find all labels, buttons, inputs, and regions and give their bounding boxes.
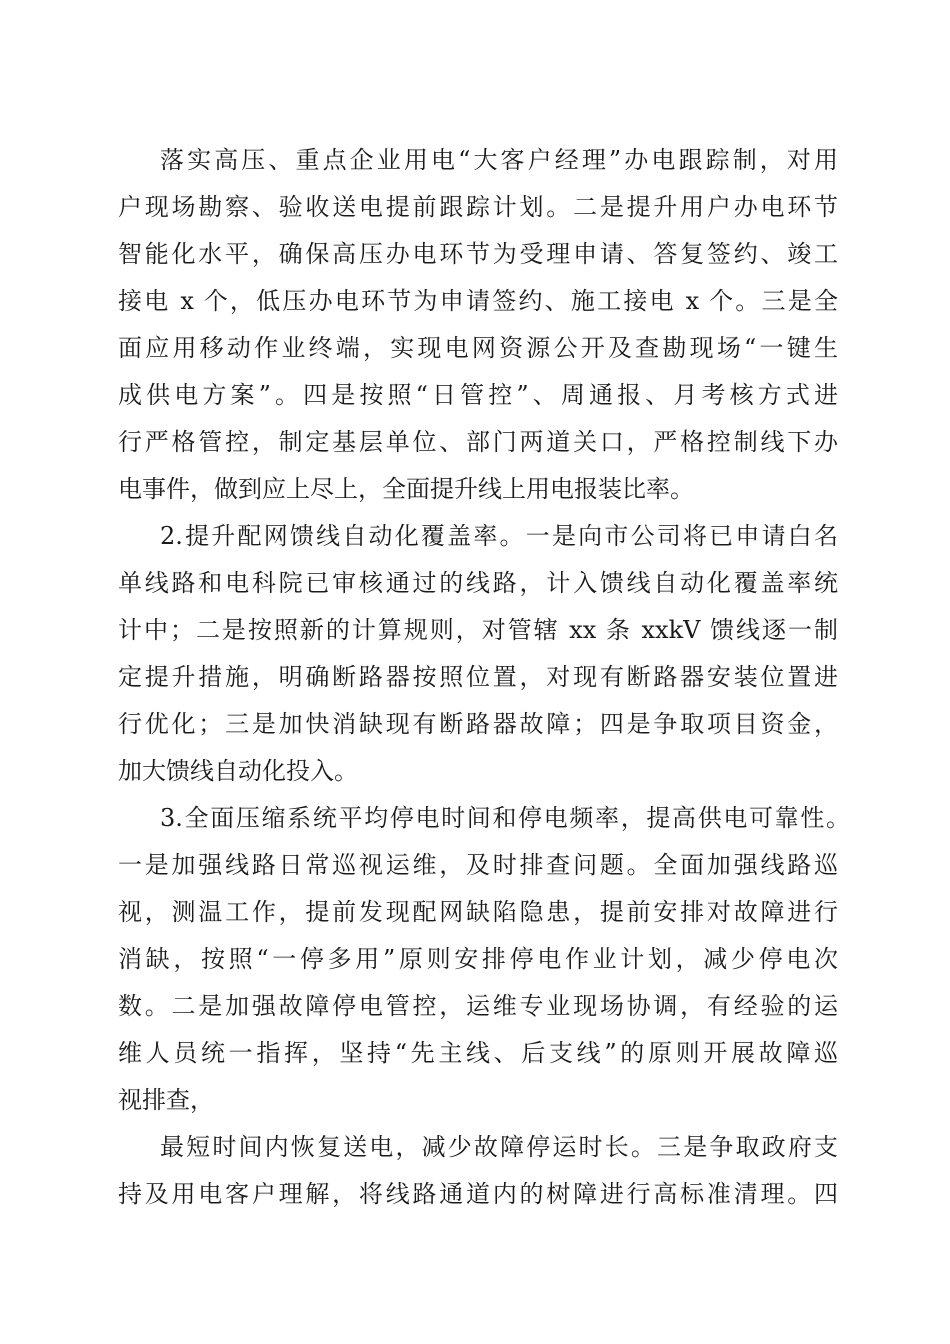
text-line: 行优化；三是加快消缺现有断路器故障；四是争取项目资金，: [118, 710, 838, 738]
text-line: 视排查，: [118, 1086, 214, 1114]
text-line: 3.全面压缩系统平均停电时间和停电频率，提高供电可靠性。: [160, 804, 850, 832]
text-line: 面应用移动作业终端，实现电网资源公开及查勘现场“一键生: [118, 334, 838, 362]
text-line: 定提升措施，明确断路器按照位置，对现有断路器安装位置进: [118, 663, 838, 691]
text-line: 行严格管控，制定基层单位、部门两道关口，严格控制线下办: [118, 428, 838, 456]
text-line: 落实高压、重点企业用电“大客户经理”办电跟踪制，对用: [160, 146, 838, 174]
text-line: 电事件，做到应上尽上，全面提升线上用电报装比率。: [118, 475, 694, 503]
text-line: 成供电方案”。四是按照“日管控”、周通报、月考核方式进: [118, 381, 838, 409]
text-line: 持及用电客户理解，将线路通道内的树障进行高标准清理。四: [118, 1180, 838, 1208]
text-line: 视，测温工作，提前发现配网缺陷隐患，提前安排对故障进行: [118, 898, 838, 926]
text-line: 最短时间内恢复送电，减少故障停运时长。三是争取政府支: [160, 1133, 838, 1161]
text-line: 一是加强线路日常巡视运维，及时排查问题。全面加强线路巡: [118, 851, 838, 879]
text-line: 维人员统一指挥，坚持“先主线、后支线”的原则开展故障巡: [118, 1039, 838, 1067]
text-line: 加大馈线自动化投入。: [118, 757, 358, 785]
text-line: 户现场勘察、验收送电提前跟踪计划。二是提升用户办电环节: [118, 193, 838, 221]
text-line: 接电 x 个，低压办电环节为申请签约、施工接电 x 个。三是全: [118, 287, 838, 315]
text-line: 智能化水平，确保高压办电环节为受理申请、答复签约、竣工: [118, 240, 838, 268]
text-line: 消缺，按照“一停多用”原则安排停电作业计划，减少停电次: [118, 945, 838, 973]
text-line: 数。二是加强故障停电管控，运维专业现场协调，有经验的运: [118, 992, 838, 1020]
text-line: 计中；二是按照新的计算规则，对管辖 xx 条 xxkV 馈线逐一制: [118, 616, 838, 644]
text-line: 单线路和电科院已审核通过的线路，计入馈线自动化覆盖率统: [118, 569, 838, 597]
text-line: 2.提升配网馈线自动化覆盖率。一是向市公司将已申请白名: [160, 522, 838, 550]
